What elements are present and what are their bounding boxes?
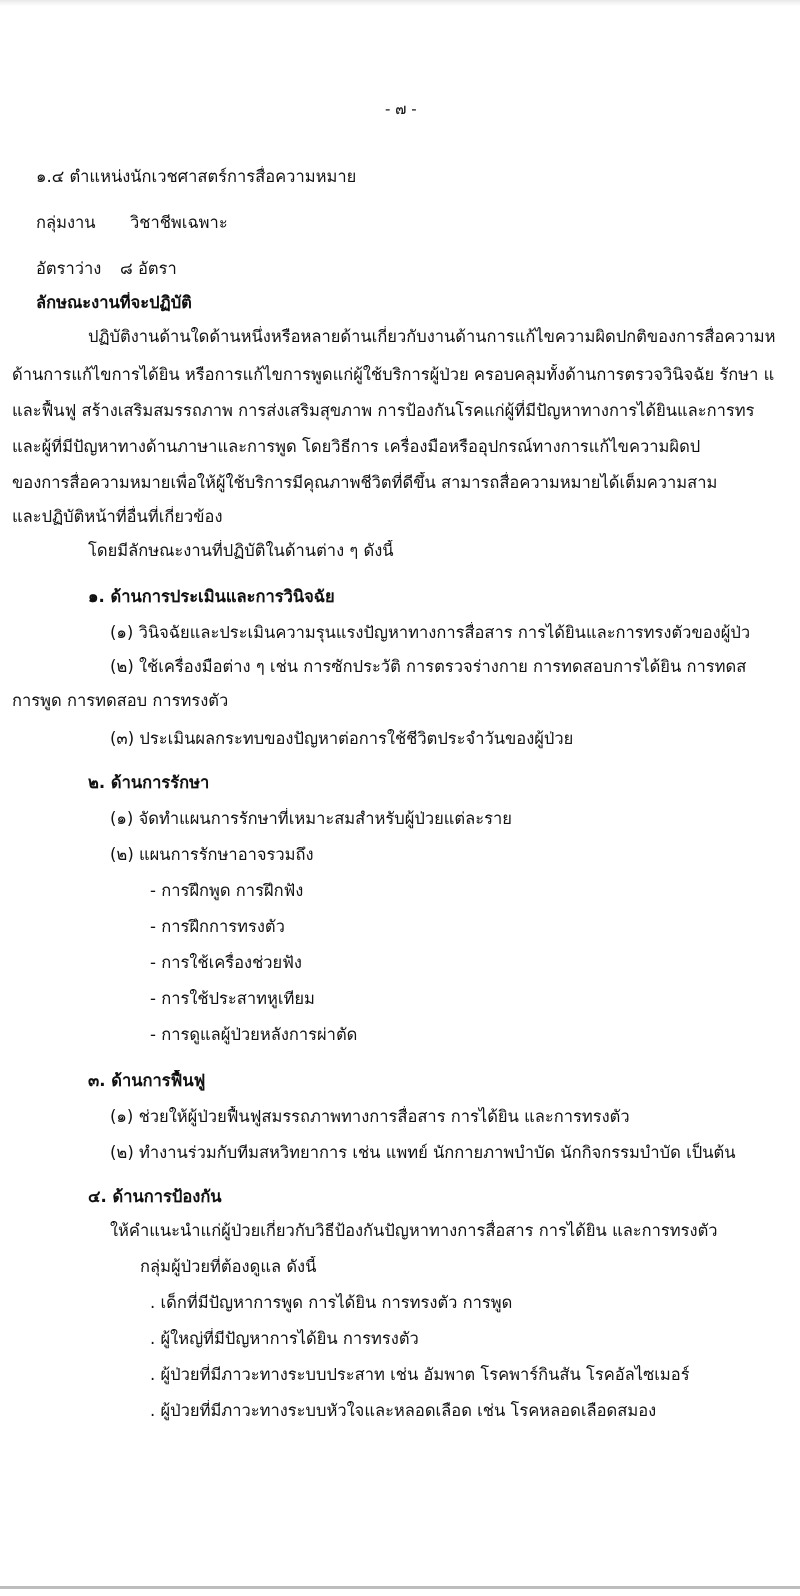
intro-line-6: และปฏิบัติหน้าที่อื่นที่เกี่ยวข้อง <box>12 507 223 526</box>
section-4-line-2: กลุ่มผู้ป่วยที่ต้องดูแล ดังนี้ <box>140 1257 317 1276</box>
section-3-item-2: (๒) ทำงานร่วมกับทีมสหวิทยาการ เช่น แพทย์ นักกายภาพบำบัด นักกิจกรรมบำบัด เป็นต้น <box>110 1143 736 1162</box>
intro-lead: โดยมีลักษณะงานที่ปฏิบัติในด้านต่าง ๆ ดังนี้ <box>88 541 394 560</box>
patient-group-item: . ผู้ป่วยที่มีภาวะทางระบบประสาท เช่น อัมพาต โรคพาร์กินสัน โรคอัลไซเมอร์ <box>150 1365 690 1384</box>
intro-line-1: ปฏิบัติงานด้านใดด้านหนึ่งหรือหลายด้านเกี่ยวกับงานด้านการแก้ไขความผิดปกติของการสื่อความห <box>88 327 776 346</box>
plan-item: - การฝึกพูด การฝึกฟัง <box>150 881 304 900</box>
plan-item: - การใช้เครื่องช่วยฟัง <box>150 953 302 972</box>
duties-heading: ลักษณะงานที่จะปฏิบัติ <box>36 293 192 312</box>
patient-group-item: . ผู้ป่วยที่มีภาวะทางระบบหัวใจและหลอดเลือด เช่น โรคหลอดเลือดสมอง <box>150 1401 657 1420</box>
patient-group-item: . เด็กที่มีปัญหาการพูด การได้ยิน การทรงตัว การพูด <box>150 1293 513 1312</box>
section-1-item-2: (๒) ใช้เครื่องมือต่าง ๆ เช่น การซักประวัติ การตรวจร่างกาย การทดสอบการได้ยิน การทดส <box>110 657 747 676</box>
section-1-item-1: (๑) วินิจฉัยและประเมินความรุนแรงปัญหาทางการสื่อสาร การได้ยินและการทรงตัวของผู้ป่ว <box>110 623 751 642</box>
position-title: ๑.๔ ตำแหน่งนักเวชศาสตร์การสื่อความหมาย <box>36 167 357 186</box>
vacancy-value: ๘ อัตรา <box>120 259 177 278</box>
section-4-line-1: ให้คำแนะนำแก่ผู้ป่วยเกี่ยวกับวิธีป้องกันปัญหาทางการสื่อสาร การได้ยิน และการทรงตัว <box>110 1221 718 1240</box>
scan-top-edge <box>0 0 800 6</box>
intro-line-3: และฟื้นฟู สร้างเสริมสมรรถภาพ การส่งเสริมสุขภาพ การป้องกันโรคแก่ผู้ที่มีปัญหาทางการได้ยินและการทร <box>12 401 755 420</box>
intro-line-5: ของการสื่อความหมายเพื่อให้ผู้ใช้บริการมีคุณภาพชีวิตที่ดีขึ้น สามารถสื่อความหมายได้เต็มความสาม <box>12 473 718 492</box>
page-number: - ๗ - <box>385 100 417 118</box>
section-4-heading: ๔. ด้านการป้องกัน <box>88 1187 222 1206</box>
scan-bottom-edge <box>0 1586 800 1589</box>
plan-item: - การใช้ประสาทหูเทียม <box>150 989 315 1008</box>
vacancy-label: อัตราว่าง <box>36 259 102 278</box>
plan-item: - การฝึกการทรงตัว <box>150 917 285 936</box>
section-2-item-2: (๒) แผนการรักษาอาจรวมถึง <box>110 845 314 864</box>
section-1-item-3: (๓) ประเมินผลกระทบของปัญหาต่อการใช้ชีวิตประจำวันของผู้ป่วย <box>110 729 574 748</box>
patient-group-item: . ผู้ใหญ่ที่มีปัญหาการได้ยิน การทรงตัว <box>150 1329 419 1348</box>
section-3-heading: ๓. ด้านการฟื้นฟู <box>88 1071 206 1090</box>
group-label: กลุ่มงาน <box>36 213 96 232</box>
plan-item: - การดูแลผู้ป่วยหลังการผ่าตัด <box>150 1025 358 1044</box>
group-value: วิชาชีพเฉพาะ <box>130 213 228 232</box>
section-2-heading: ๒. ด้านการรักษา <box>88 773 210 792</box>
intro-line-2: ด้านการแก้ไขการได้ยิน หรือการแก้ไขการพูดแก่ผู้ใช้บริการผู้ป่วย ครอบคลุมทั้งด้านการตรวจวินิจฉัย รักษา แ <box>12 365 775 384</box>
section-3-item-1: (๑) ช่วยให้ผู้ป่วยฟื้นฟูสมรรถภาพทางการสื่อสาร การได้ยิน และการทรงตัว <box>110 1107 630 1126</box>
section-2-item-1: (๑) จัดทำแผนการรักษาที่เหมาะสมสำหรับผู้ป่วยแต่ละราย <box>110 809 512 828</box>
section-1-item-2-cont: การพูด การทดสอบ การทรงตัว <box>12 691 229 710</box>
intro-line-4: และผู้ที่มีปัญหาทางด้านภาษาและการพูด โดยวิธีการ เครื่องมือหรืออุปกรณ์ทางการแก้ไขความผิดป <box>12 437 701 456</box>
section-1-heading: ๑. ด้านการประเมินและการวินิจฉัย <box>88 587 335 606</box>
